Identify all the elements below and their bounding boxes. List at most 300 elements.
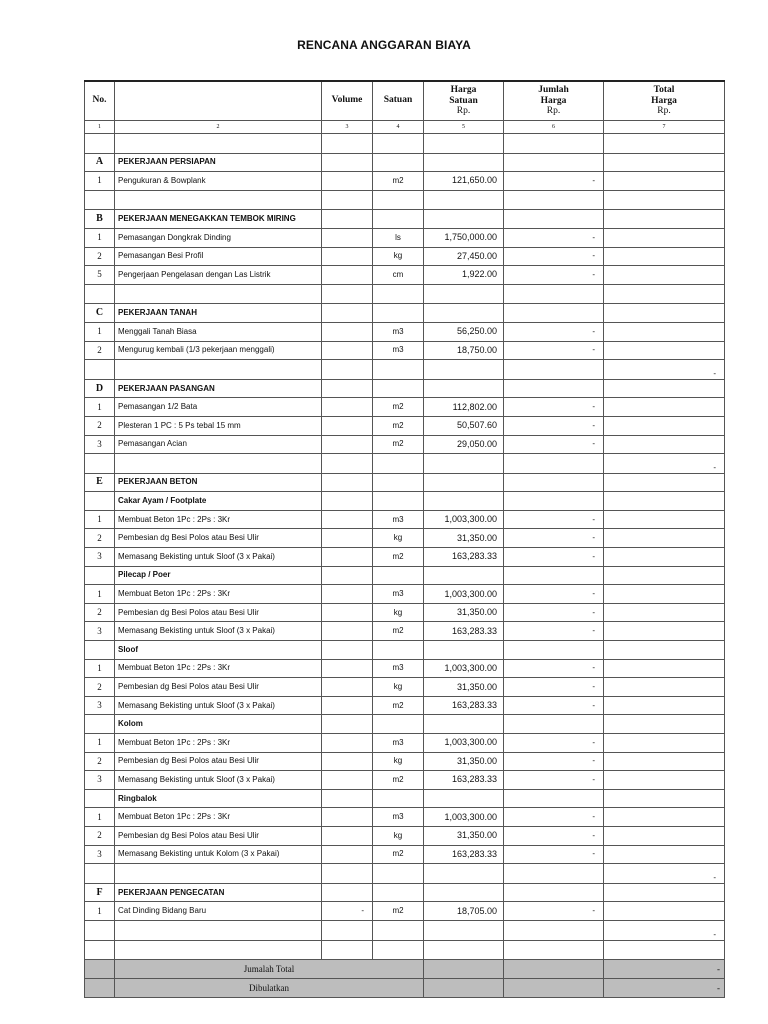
price-cell: 31,350.00 bbox=[424, 752, 504, 771]
amount-cell bbox=[504, 883, 604, 902]
item-description: Memasang Bekisting untuk Sloof (3 x Pakai) bbox=[115, 622, 322, 641]
unit-cell bbox=[373, 134, 424, 154]
volume-cell bbox=[322, 603, 373, 622]
item-description: Membuat Beton 1Pc : 2Ps : 3Kr bbox=[115, 510, 322, 529]
section-row bbox=[85, 304, 725, 323]
item-description: Mengurug kembali (1/3 pekerjaan menggali) bbox=[115, 341, 322, 360]
item-number: 3 bbox=[85, 622, 115, 641]
section-letter: A bbox=[85, 153, 115, 172]
no-cell bbox=[85, 454, 115, 474]
unit-cell bbox=[373, 473, 424, 492]
blank-row bbox=[85, 454, 725, 474]
footer-amount-cell bbox=[504, 979, 604, 998]
item-number: 3 bbox=[85, 771, 115, 790]
item-description: Pemasangan Dongkrak Dinding bbox=[115, 228, 322, 247]
unit-cell: m2 bbox=[373, 398, 424, 417]
section-row bbox=[85, 210, 725, 229]
blank-row bbox=[85, 940, 725, 960]
amount-cell bbox=[504, 715, 604, 734]
amount-cell bbox=[504, 566, 604, 585]
subsection-row bbox=[85, 641, 725, 660]
footer-price-cell bbox=[424, 960, 504, 979]
item-description: Membuat Beton 1Pc : 2Ps : 3Kr bbox=[115, 659, 322, 678]
amount-cell bbox=[504, 190, 604, 210]
col-number: 7 bbox=[604, 121, 725, 134]
no-cell bbox=[85, 940, 115, 960]
section-letter: D bbox=[85, 379, 115, 398]
amount-cell: - bbox=[504, 416, 604, 435]
volume-cell bbox=[322, 529, 373, 548]
item-number: 1 bbox=[85, 510, 115, 529]
unit-cell: m3 bbox=[373, 734, 424, 753]
price-cell: 31,350.00 bbox=[424, 529, 504, 548]
amount-cell: - bbox=[504, 435, 604, 454]
table-row bbox=[85, 266, 725, 285]
section-title: PEKERJAAN PENGECATAN bbox=[115, 883, 322, 902]
unit-cell: kg bbox=[373, 678, 424, 697]
grand-total-row bbox=[85, 960, 725, 979]
desc-cell bbox=[115, 864, 322, 884]
item-description: Pembesian dg Besi Polos atau Besi Ulir bbox=[115, 752, 322, 771]
amount-cell: - bbox=[504, 603, 604, 622]
header-line: Total bbox=[653, 84, 675, 95]
total-cell bbox=[604, 566, 725, 585]
total-cell bbox=[604, 190, 725, 210]
unit-cell: kg bbox=[373, 826, 424, 845]
subsection-title: Cakar Ayam / Footplate bbox=[115, 492, 322, 511]
no-cell bbox=[85, 641, 115, 660]
footer-amount-cell bbox=[504, 960, 604, 979]
price-cell bbox=[424, 641, 504, 660]
total-cell bbox=[604, 172, 725, 191]
total-cell bbox=[604, 341, 725, 360]
item-number: 2 bbox=[85, 603, 115, 622]
total-cell bbox=[604, 134, 725, 154]
volume-cell bbox=[322, 864, 373, 884]
total-cell bbox=[604, 473, 725, 492]
amount-cell bbox=[504, 940, 604, 960]
amount-cell: - bbox=[504, 585, 604, 604]
no-cell bbox=[85, 134, 115, 154]
price-cell bbox=[424, 789, 504, 808]
price-cell bbox=[424, 566, 504, 585]
volume-cell bbox=[322, 210, 373, 229]
item-number: 3 bbox=[85, 435, 115, 454]
col-header-uraian bbox=[115, 81, 322, 121]
col-header-jumlah-harga bbox=[504, 81, 604, 121]
no-cell bbox=[85, 190, 115, 210]
total-cell: - bbox=[604, 864, 725, 884]
blank-row bbox=[85, 284, 725, 304]
item-description: Cat Dinding Bidang Baru bbox=[115, 902, 322, 921]
amount-cell: - bbox=[504, 529, 604, 548]
item-description: Pembesian dg Besi Polos atau Besi Ulir bbox=[115, 529, 322, 548]
amount-cell bbox=[504, 641, 604, 660]
volume-cell bbox=[322, 659, 373, 678]
item-description: Pembesian dg Besi Polos atau Besi Ulir bbox=[115, 603, 322, 622]
price-cell bbox=[424, 304, 504, 323]
item-number: 1 bbox=[85, 322, 115, 341]
total-cell bbox=[604, 153, 725, 172]
volume-cell: - bbox=[322, 902, 373, 921]
price-cell: 31,350.00 bbox=[424, 826, 504, 845]
volume-cell bbox=[322, 416, 373, 435]
total-cell bbox=[604, 752, 725, 771]
unit-cell bbox=[373, 492, 424, 511]
item-number: 2 bbox=[85, 247, 115, 266]
volume-cell bbox=[322, 920, 373, 940]
section-letter: F bbox=[85, 883, 115, 902]
table-body bbox=[85, 134, 725, 960]
total-cell bbox=[604, 696, 725, 715]
item-description: Memasang Bekisting untuk Sloof (3 x Pakai) bbox=[115, 696, 322, 715]
total-cell: - bbox=[604, 360, 725, 380]
item-description: Pemasangan Acian bbox=[115, 435, 322, 454]
unit-cell: m2 bbox=[373, 622, 424, 641]
col-header-no: No. bbox=[85, 81, 115, 121]
page-title: RENCANA ANGGARAN BIAYA bbox=[297, 38, 471, 52]
table-row bbox=[85, 678, 725, 697]
amount-cell bbox=[504, 153, 604, 172]
total-cell bbox=[604, 734, 725, 753]
item-number: 3 bbox=[85, 845, 115, 864]
amount-cell: - bbox=[504, 678, 604, 697]
volume-cell bbox=[322, 398, 373, 417]
subsection-row bbox=[85, 566, 725, 585]
total-cell bbox=[604, 398, 725, 417]
no-cell bbox=[85, 864, 115, 884]
unit-cell bbox=[373, 454, 424, 474]
price-cell: 50,507.60 bbox=[424, 416, 504, 435]
subsection-title: Sloof bbox=[115, 641, 322, 660]
volume-cell bbox=[322, 228, 373, 247]
total-cell bbox=[604, 771, 725, 790]
item-description: Membuat Beton 1Pc : 2Ps : 3Kr bbox=[115, 808, 322, 827]
unit-cell bbox=[373, 641, 424, 660]
total-cell bbox=[604, 322, 725, 341]
total-cell bbox=[604, 883, 725, 902]
header-row bbox=[85, 81, 725, 121]
unit-cell: m2 bbox=[373, 172, 424, 191]
section-title: PEKERJAAN TANAH bbox=[115, 304, 322, 323]
price-cell bbox=[424, 190, 504, 210]
item-description: Pembesian dg Besi Polos atau Besi Ulir bbox=[115, 678, 322, 697]
no-cell bbox=[85, 284, 115, 304]
header-line: Satuan bbox=[449, 95, 478, 106]
table-row bbox=[85, 322, 725, 341]
total-cell bbox=[604, 548, 725, 567]
blank-row bbox=[85, 864, 725, 884]
unit-cell: m3 bbox=[373, 808, 424, 827]
price-cell: 163,283.33 bbox=[424, 696, 504, 715]
item-description: Memasang Bekisting untuk Sloof (3 x Pakai) bbox=[115, 771, 322, 790]
volume-cell bbox=[322, 808, 373, 827]
unit-cell: m3 bbox=[373, 322, 424, 341]
volume-cell bbox=[322, 284, 373, 304]
amount-cell bbox=[504, 864, 604, 884]
header-line: Harga bbox=[540, 95, 567, 106]
unit-cell: m2 bbox=[373, 548, 424, 567]
total-cell bbox=[604, 510, 725, 529]
price-cell bbox=[424, 492, 504, 511]
section-title: PEKERJAAN PERSIAPAN bbox=[115, 153, 322, 172]
unit-cell: m3 bbox=[373, 510, 424, 529]
unit-cell: m2 bbox=[373, 771, 424, 790]
table-row bbox=[85, 752, 725, 771]
amount-cell bbox=[504, 920, 604, 940]
blank-row bbox=[85, 920, 725, 940]
table-row bbox=[85, 398, 725, 417]
amount-cell: - bbox=[504, 845, 604, 864]
item-description: Pembesian dg Besi Polos atau Besi Ulir bbox=[115, 826, 322, 845]
amount-cell: - bbox=[504, 172, 604, 191]
unit-cell: kg bbox=[373, 529, 424, 548]
table-row bbox=[85, 734, 725, 753]
item-number: 3 bbox=[85, 548, 115, 567]
header-line: Rp. bbox=[657, 106, 671, 117]
footer-value: - bbox=[604, 979, 725, 998]
amount-cell: - bbox=[504, 771, 604, 790]
subsection-title: Pilecap / Poer bbox=[115, 566, 322, 585]
unit-cell bbox=[373, 210, 424, 229]
item-number: 2 bbox=[85, 826, 115, 845]
amount-cell: - bbox=[504, 266, 604, 285]
col-header-satuan: Satuan bbox=[373, 81, 424, 121]
footer-spacer bbox=[85, 960, 115, 979]
col-header-harga-satuan bbox=[424, 81, 504, 121]
price-cell: 1,003,300.00 bbox=[424, 734, 504, 753]
footer-spacer bbox=[85, 979, 115, 998]
total-cell: - bbox=[604, 920, 725, 940]
subsection-row bbox=[85, 715, 725, 734]
unit-cell: m2 bbox=[373, 416, 424, 435]
price-cell bbox=[424, 864, 504, 884]
amount-cell: - bbox=[504, 696, 604, 715]
total-cell bbox=[604, 641, 725, 660]
section-row bbox=[85, 473, 725, 492]
no-cell bbox=[85, 492, 115, 511]
table-row bbox=[85, 622, 725, 641]
total-cell bbox=[604, 529, 725, 548]
desc-cell bbox=[115, 190, 322, 210]
item-description: Pemasangan 1/2 Bata bbox=[115, 398, 322, 417]
item-number: 2 bbox=[85, 752, 115, 771]
volume-cell bbox=[322, 304, 373, 323]
section-row bbox=[85, 153, 725, 172]
table-row bbox=[85, 902, 725, 921]
unit-cell: m3 bbox=[373, 585, 424, 604]
total-cell bbox=[604, 492, 725, 511]
amount-cell bbox=[504, 284, 604, 304]
amount-cell: - bbox=[504, 548, 604, 567]
item-number: 2 bbox=[85, 341, 115, 360]
col-number: 1 bbox=[85, 121, 115, 134]
total-cell bbox=[604, 266, 725, 285]
table-footer bbox=[85, 960, 725, 998]
price-cell bbox=[424, 379, 504, 398]
unit-cell: cm bbox=[373, 266, 424, 285]
table-row bbox=[85, 416, 725, 435]
price-cell: 121,650.00 bbox=[424, 172, 504, 191]
price-cell: 1,922.00 bbox=[424, 266, 504, 285]
price-cell: 1,003,300.00 bbox=[424, 659, 504, 678]
price-cell: 27,450.00 bbox=[424, 247, 504, 266]
volume-cell bbox=[322, 172, 373, 191]
unit-cell bbox=[373, 789, 424, 808]
volume-cell bbox=[322, 492, 373, 511]
table-row bbox=[85, 771, 725, 790]
table-row bbox=[85, 845, 725, 864]
header-line: Rp. bbox=[546, 106, 561, 117]
no-cell bbox=[85, 360, 115, 380]
item-description: Plesteran 1 PC : 5 Ps tebal 15 mm bbox=[115, 416, 322, 435]
col-header-volume: Volume bbox=[322, 81, 373, 121]
volume-cell bbox=[322, 622, 373, 641]
volume-cell bbox=[322, 845, 373, 864]
col-number: 2 bbox=[115, 121, 322, 134]
desc-cell bbox=[115, 920, 322, 940]
amount-cell: - bbox=[504, 752, 604, 771]
subsection-title: Kolom bbox=[115, 715, 322, 734]
unit-cell bbox=[373, 153, 424, 172]
amount-cell bbox=[504, 473, 604, 492]
volume-cell bbox=[322, 360, 373, 380]
price-cell bbox=[424, 153, 504, 172]
total-cell bbox=[604, 659, 725, 678]
price-cell: 163,283.33 bbox=[424, 845, 504, 864]
total-cell bbox=[604, 585, 725, 604]
volume-cell bbox=[322, 585, 373, 604]
section-letter: C bbox=[85, 304, 115, 323]
item-description: Memasang Bekisting untuk Kolom (3 x Pakai) bbox=[115, 845, 322, 864]
item-number: 1 bbox=[85, 585, 115, 604]
price-cell: 163,283.33 bbox=[424, 548, 504, 567]
price-cell: 18,750.00 bbox=[424, 341, 504, 360]
item-number: 1 bbox=[85, 734, 115, 753]
table-row bbox=[85, 585, 725, 604]
price-cell bbox=[424, 210, 504, 229]
price-cell bbox=[424, 284, 504, 304]
unit-cell bbox=[373, 379, 424, 398]
amount-cell bbox=[504, 379, 604, 398]
table-row bbox=[85, 435, 725, 454]
unit-cell: kg bbox=[373, 247, 424, 266]
desc-cell bbox=[115, 134, 322, 154]
total-cell bbox=[604, 622, 725, 641]
table-row bbox=[85, 247, 725, 266]
amount-cell: - bbox=[504, 322, 604, 341]
table-row bbox=[85, 603, 725, 622]
volume-cell bbox=[322, 940, 373, 960]
volume-cell bbox=[322, 322, 373, 341]
total-cell: - bbox=[604, 454, 725, 474]
total-cell bbox=[604, 715, 725, 734]
desc-cell bbox=[115, 940, 322, 960]
total-cell bbox=[604, 284, 725, 304]
item-number: 2 bbox=[85, 529, 115, 548]
section-letter: B bbox=[85, 210, 115, 229]
item-number: 1 bbox=[85, 172, 115, 191]
amount-cell: - bbox=[504, 398, 604, 417]
unit-cell: m2 bbox=[373, 435, 424, 454]
column-number-row bbox=[85, 121, 725, 134]
desc-cell bbox=[115, 360, 322, 380]
volume-cell bbox=[322, 752, 373, 771]
footer-label: Dibulatkan bbox=[115, 979, 424, 998]
price-cell: 31,350.00 bbox=[424, 603, 504, 622]
price-cell bbox=[424, 360, 504, 380]
price-cell: 18,705.00 bbox=[424, 902, 504, 921]
total-cell bbox=[604, 940, 725, 960]
amount-cell bbox=[504, 304, 604, 323]
amount-cell bbox=[504, 210, 604, 229]
col-number: 4 bbox=[373, 121, 424, 134]
section-title: PEKERJAAN MENEGAKKAN TEMBOK MIRING bbox=[115, 210, 322, 229]
price-cell: 31,350.00 bbox=[424, 678, 504, 697]
volume-cell bbox=[322, 379, 373, 398]
total-cell bbox=[604, 808, 725, 827]
unit-cell bbox=[373, 304, 424, 323]
budget-table bbox=[84, 80, 725, 998]
price-cell: 163,283.33 bbox=[424, 771, 504, 790]
amount-cell: - bbox=[504, 510, 604, 529]
amount-cell bbox=[504, 454, 604, 474]
unit-cell bbox=[373, 715, 424, 734]
table-row bbox=[85, 548, 725, 567]
volume-cell bbox=[322, 153, 373, 172]
total-cell bbox=[604, 678, 725, 697]
blank-row bbox=[85, 360, 725, 380]
item-number: 1 bbox=[85, 228, 115, 247]
item-description: Membuat Beton 1Pc : 2Ps : 3Kr bbox=[115, 585, 322, 604]
amount-cell: - bbox=[504, 902, 604, 921]
item-number: 5 bbox=[85, 266, 115, 285]
unit-cell bbox=[373, 284, 424, 304]
volume-cell bbox=[322, 641, 373, 660]
header-line: Harga bbox=[651, 95, 677, 106]
volume-cell bbox=[322, 826, 373, 845]
table-row bbox=[85, 341, 725, 360]
unit-cell bbox=[373, 360, 424, 380]
item-description: Pengerjaan Pengelasan dengan Las Listrik bbox=[115, 266, 322, 285]
col-header-total-harga bbox=[604, 81, 725, 121]
item-number: 1 bbox=[85, 398, 115, 417]
total-cell bbox=[604, 826, 725, 845]
footer-label: Jumalah Total bbox=[115, 960, 424, 979]
subsection-row bbox=[85, 789, 725, 808]
unit-cell: m3 bbox=[373, 341, 424, 360]
volume-cell bbox=[322, 473, 373, 492]
price-cell: 1,003,300.00 bbox=[424, 510, 504, 529]
amount-cell: - bbox=[504, 659, 604, 678]
unit-cell: m2 bbox=[373, 696, 424, 715]
amount-cell: - bbox=[504, 622, 604, 641]
footer-value: - bbox=[604, 960, 725, 979]
volume-cell bbox=[322, 678, 373, 697]
item-description: Pemasangan Besi Profil bbox=[115, 247, 322, 266]
col-number: 5 bbox=[424, 121, 504, 134]
item-number: 1 bbox=[85, 659, 115, 678]
unit-cell bbox=[373, 920, 424, 940]
price-cell: 1,750,000.00 bbox=[424, 228, 504, 247]
unit-cell: m2 bbox=[373, 845, 424, 864]
total-cell bbox=[604, 902, 725, 921]
volume-cell bbox=[322, 266, 373, 285]
amount-cell bbox=[504, 789, 604, 808]
col-number: 3 bbox=[322, 121, 373, 134]
volume-cell bbox=[322, 435, 373, 454]
footer-price-cell bbox=[424, 979, 504, 998]
